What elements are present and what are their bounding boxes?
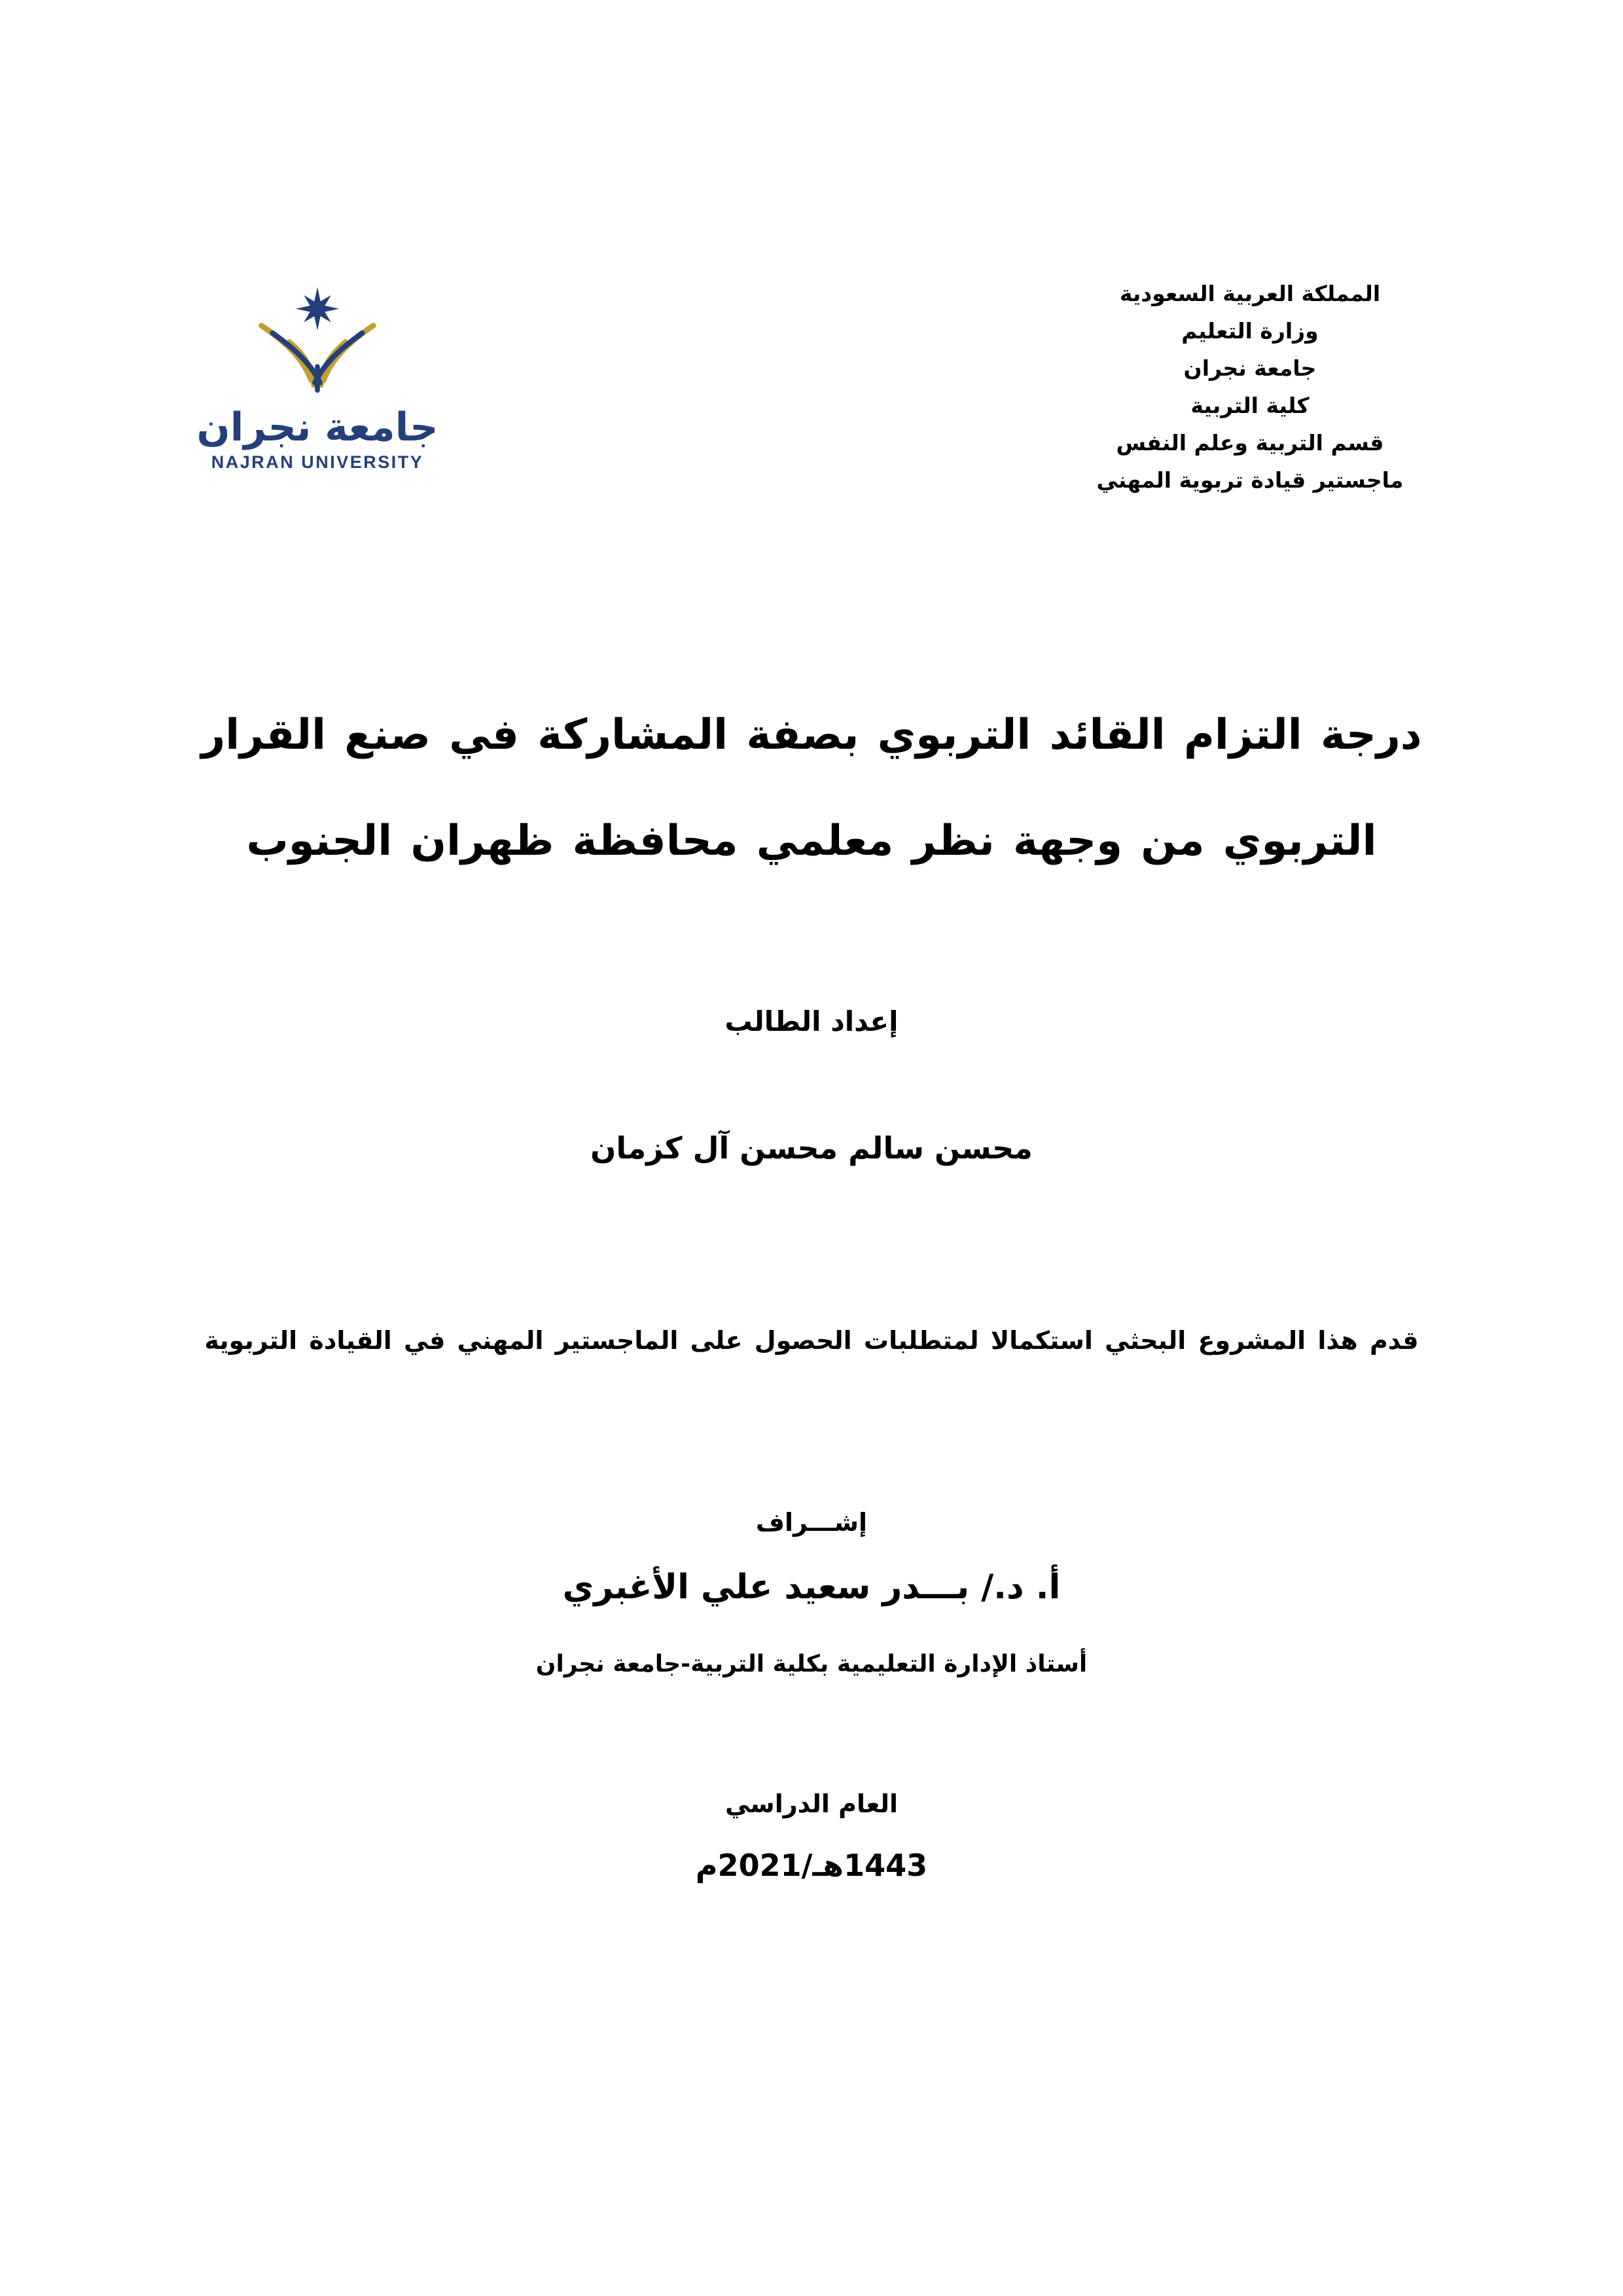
university-logo-graphic (255, 287, 380, 399)
academic-year-value: 1443هـ/2021م (695, 1848, 928, 1883)
open-book-wings-icon (262, 325, 374, 390)
student-name: محسن سالم محسن آل كزمان (590, 1130, 1033, 1166)
prepared-by-label: إعداد الطالب (724, 1005, 899, 1037)
header-line-program: ماجستير قيادة تربوية المهني (1096, 467, 1404, 493)
thesis-title-line-1: درجة التزام القائد التربوي بصفة المشاركة في صنع القرار (201, 711, 1422, 759)
logo-english-wordmark: NAJRAN UNIVERSITY (211, 452, 424, 472)
header-line-country: المملكة العربية السعودية (1119, 281, 1381, 306)
thesis-title-line-2: التربوي من وجهة نظر معلمي محافظة ظهران الجنوب (246, 817, 1377, 865)
ministry-header-block (1060, 275, 1440, 499)
supervision-label: إشـــراف (755, 1508, 868, 1537)
header-line-college: كلية التربية (1190, 393, 1310, 418)
university-logo (193, 287, 442, 473)
supervisor-name: أ. د./ بـــدر سعيد علي الأغبري (562, 1568, 1061, 1607)
submission-statement: قدم هذا المشروع البحثي استكمالا لمتطلبات الحصول على الماجستير المهني في القيادة التربوية (204, 1326, 1419, 1355)
logo-arabic-wordmark: جامعة نجران (196, 404, 438, 450)
eight-point-star-icon (296, 287, 340, 331)
header-line-ministry: وزارة التعليم (1181, 318, 1319, 344)
header-line-university: جامعة نجران (1183, 355, 1317, 381)
thesis-title (0, 682, 1623, 894)
supervisor-title: أستاذ الإدارة التعليمية بكلية التربية-جامعة نجران (535, 1651, 1088, 1677)
academic-year-label: العام الدراسي (724, 1789, 899, 1818)
header-line-department: قسم التربية وعلم النفس (1116, 430, 1384, 456)
